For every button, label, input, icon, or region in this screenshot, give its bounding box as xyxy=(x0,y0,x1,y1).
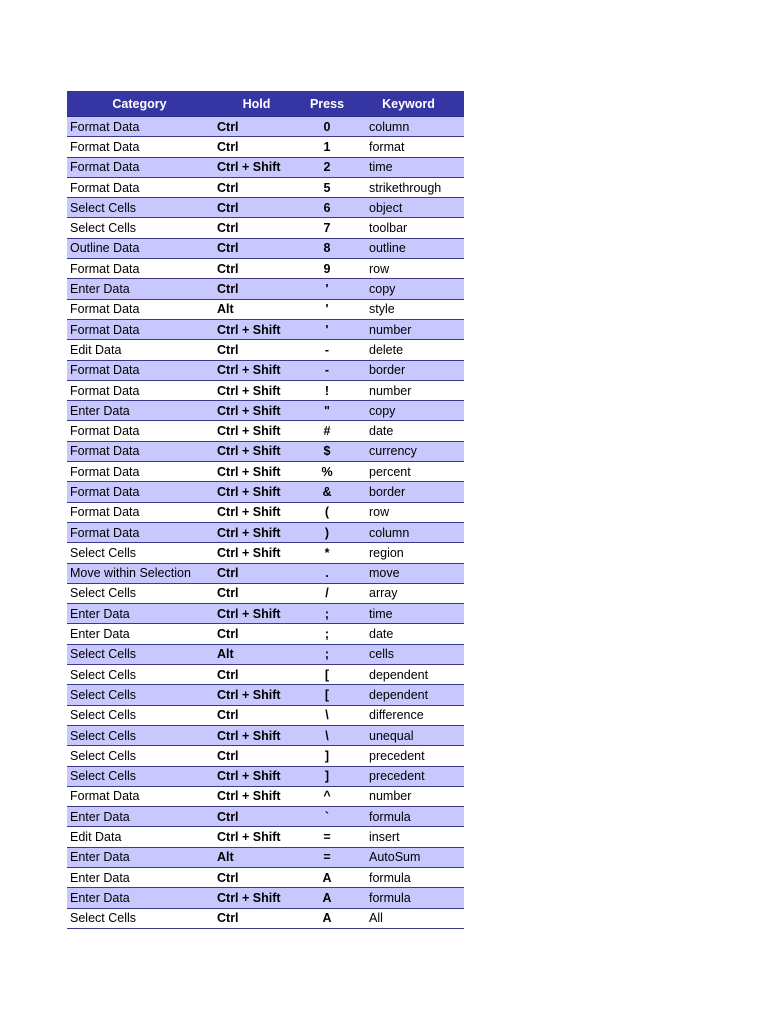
category-cell[interactable]: Format Data xyxy=(70,139,140,154)
hold-cell[interactable]: Ctrl xyxy=(217,342,239,357)
table-row xyxy=(67,746,464,766)
table-row xyxy=(67,624,464,644)
table-row xyxy=(67,442,464,462)
keyword-cell[interactable]: row xyxy=(369,505,390,520)
keyword-cell[interactable]: date xyxy=(369,627,394,642)
press-cell[interactable]: ; xyxy=(324,627,330,642)
category-cell[interactable]: Select Cells xyxy=(70,911,136,926)
category-cell[interactable]: Format Data xyxy=(70,261,140,276)
table-row xyxy=(67,401,464,421)
table-row xyxy=(67,178,464,198)
hold-cell[interactable]: Ctrl xyxy=(217,221,239,236)
table-header-row xyxy=(67,91,464,117)
hold-cell[interactable]: Ctrl + Shift xyxy=(217,687,281,702)
table-row xyxy=(67,665,464,685)
press-cell[interactable]: 6 xyxy=(323,200,331,215)
hold-cell[interactable]: Ctrl + Shift xyxy=(217,525,281,540)
press-cell[interactable]: 0 xyxy=(323,119,331,134)
header-press[interactable]: Press xyxy=(309,96,345,111)
table-row xyxy=(67,158,464,178)
press-cell[interactable]: - xyxy=(324,363,330,378)
hold-cell[interactable]: Alt xyxy=(217,302,234,317)
category-cell[interactable]: Select Cells xyxy=(70,545,136,560)
hold-cell[interactable]: Ctrl + Shift xyxy=(217,363,281,378)
hold-cell[interactable]: Ctrl xyxy=(217,139,239,154)
hold-cell[interactable]: Ctrl + Shift xyxy=(217,606,281,621)
keyword-cell[interactable]: All xyxy=(369,911,383,926)
keyword-cell[interactable]: formula xyxy=(369,870,411,885)
hold-cell[interactable]: Ctrl xyxy=(217,748,239,763)
category-cell[interactable]: Select Cells xyxy=(70,586,136,601)
press-cell[interactable]: ' xyxy=(325,282,329,297)
category-cell[interactable]: Enter Data xyxy=(70,403,130,418)
press-cell[interactable]: ] xyxy=(324,748,330,763)
category-cell[interactable]: Select Cells xyxy=(70,708,136,723)
keyword-cell[interactable]: time xyxy=(369,160,393,175)
category-cell[interactable]: Enter Data xyxy=(70,627,130,642)
keyword-cell[interactable]: move xyxy=(369,566,400,581)
hold-cell[interactable]: Ctrl xyxy=(217,566,239,581)
press-cell[interactable]: A xyxy=(322,870,332,885)
hold-cell[interactable]: Ctrl xyxy=(217,586,239,601)
category-cell[interactable]: Enter Data xyxy=(70,809,130,824)
keyword-cell[interactable]: dependent xyxy=(369,687,429,702)
table-row xyxy=(67,685,464,705)
hold-cell[interactable]: Alt xyxy=(217,850,234,865)
table-row xyxy=(67,279,464,299)
press-cell[interactable]: 7 xyxy=(323,221,331,236)
hold-cell[interactable]: Ctrl xyxy=(217,282,239,297)
keyword-cell[interactable]: precedent xyxy=(369,769,425,784)
table-row xyxy=(67,767,464,787)
category-cell[interactable]: Enter Data xyxy=(70,282,130,297)
keyword-cell[interactable]: border xyxy=(369,484,406,499)
hold-cell[interactable]: Ctrl xyxy=(217,667,239,682)
press-cell[interactable]: ] xyxy=(324,769,330,784)
category-cell[interactable]: Format Data xyxy=(70,119,140,134)
hold-cell[interactable]: Ctrl xyxy=(217,911,239,926)
category-cell[interactable]: Format Data xyxy=(70,383,140,398)
keyword-cell[interactable]: unequal xyxy=(369,728,414,743)
hold-cell[interactable]: Ctrl + Shift xyxy=(217,830,281,845)
hold-cell[interactable]: Ctrl + Shift xyxy=(217,545,281,560)
table-row xyxy=(67,239,464,259)
header-hold[interactable]: Hold xyxy=(242,96,271,111)
keyword-cell[interactable]: number xyxy=(369,383,412,398)
keyword-cell[interactable]: style xyxy=(369,302,395,317)
category-cell[interactable]: Select Cells xyxy=(70,221,136,236)
category-cell[interactable]: Edit Data xyxy=(70,342,122,357)
hold-cell[interactable]: Ctrl + Shift xyxy=(217,403,281,418)
category-cell[interactable]: Select Cells xyxy=(70,728,136,743)
table-row xyxy=(67,564,464,584)
press-cell[interactable]: % xyxy=(321,464,333,479)
keyword-cell[interactable]: row xyxy=(369,261,390,276)
press-cell[interactable]: / xyxy=(325,586,329,601)
press-cell[interactable]: A xyxy=(322,911,332,926)
press-cell[interactable]: ^ xyxy=(323,789,331,804)
keyword-cell[interactable]: strikethrough xyxy=(369,180,442,195)
category-cell[interactable]: Enter Data xyxy=(70,890,130,905)
hold-cell[interactable]: Ctrl + Shift xyxy=(217,728,281,743)
header-keyword[interactable]: Keyword xyxy=(382,96,435,111)
hold-cell[interactable]: Ctrl xyxy=(217,261,239,276)
press-cell[interactable]: # xyxy=(323,424,331,439)
press-cell[interactable]: = xyxy=(323,830,331,845)
press-cell[interactable]: ) xyxy=(324,525,330,540)
table-row xyxy=(67,726,464,746)
hold-cell[interactable]: Ctrl + Shift xyxy=(217,424,281,439)
table-row xyxy=(67,117,464,137)
press-cell[interactable]: ' xyxy=(325,322,329,337)
keyword-cell[interactable]: delete xyxy=(369,342,404,357)
keyword-cell[interactable]: copy xyxy=(369,403,396,418)
category-cell[interactable]: Enter Data xyxy=(70,850,130,865)
table-row xyxy=(67,543,464,563)
table-row xyxy=(67,503,464,523)
category-cell[interactable]: Format Data xyxy=(70,160,140,175)
category-cell[interactable]: Format Data xyxy=(70,444,140,459)
press-cell[interactable]: ' xyxy=(325,302,329,317)
press-cell[interactable]: [ xyxy=(324,667,330,682)
category-cell[interactable]: Format Data xyxy=(70,322,140,337)
keyword-cell[interactable]: currency xyxy=(369,444,417,459)
press-cell[interactable]: " xyxy=(324,403,330,418)
table-row xyxy=(67,848,464,868)
table-row xyxy=(67,604,464,624)
category-cell[interactable]: Format Data xyxy=(70,424,140,439)
press-cell[interactable]: ` xyxy=(324,809,330,824)
keyword-cell[interactable]: number xyxy=(369,789,412,804)
table-row xyxy=(67,218,464,238)
hold-cell[interactable]: Ctrl + Shift xyxy=(217,322,281,337)
category-cell[interactable]: Format Data xyxy=(70,484,140,499)
keyword-cell[interactable]: object xyxy=(369,200,403,215)
press-cell[interactable]: $ xyxy=(323,444,331,459)
hold-cell[interactable]: Ctrl + Shift xyxy=(217,464,281,479)
shortcut-table xyxy=(67,91,464,929)
table-row xyxy=(67,523,464,543)
category-cell[interactable]: Select Cells xyxy=(70,769,136,784)
keyword-cell[interactable]: percent xyxy=(369,464,411,479)
category-cell[interactable]: Select Cells xyxy=(70,647,136,662)
table-row xyxy=(67,645,464,665)
keyword-cell[interactable]: AutoSum xyxy=(369,850,421,865)
table-row xyxy=(67,361,464,381)
category-cell[interactable]: Format Data xyxy=(70,363,140,378)
hold-cell[interactable]: Alt xyxy=(217,647,234,662)
keyword-cell[interactable]: region xyxy=(369,545,404,560)
table-row xyxy=(67,787,464,807)
keyword-cell[interactable]: array xyxy=(369,586,398,601)
category-cell[interactable]: Outline Data xyxy=(70,241,140,256)
hold-cell[interactable]: Ctrl + Shift xyxy=(217,890,281,905)
hold-cell[interactable]: Ctrl + Shift xyxy=(217,505,281,520)
hold-cell[interactable]: Ctrl + Shift xyxy=(217,383,281,398)
table-row xyxy=(67,482,464,502)
category-cell[interactable]: Edit Data xyxy=(70,830,122,845)
keyword-cell[interactable]: column xyxy=(369,525,410,540)
keyword-cell[interactable]: copy xyxy=(369,282,396,297)
table-row xyxy=(67,706,464,726)
keyword-cell[interactable]: format xyxy=(369,139,405,154)
table-row xyxy=(67,827,464,847)
table-row xyxy=(67,259,464,279)
press-cell[interactable]: = xyxy=(323,850,331,865)
press-cell[interactable]: A xyxy=(322,890,332,905)
press-cell[interactable]: \ xyxy=(325,708,329,723)
category-cell[interactable]: Format Data xyxy=(70,789,140,804)
keyword-cell[interactable]: cells xyxy=(369,647,395,662)
hold-cell[interactable]: Ctrl + Shift xyxy=(217,789,281,804)
table-row xyxy=(67,198,464,218)
table-row xyxy=(67,909,464,929)
keyword-cell[interactable]: border xyxy=(369,363,406,378)
keyword-cell[interactable]: date xyxy=(369,424,394,439)
category-cell[interactable]: Format Data xyxy=(70,505,140,520)
category-cell[interactable]: Format Data xyxy=(70,464,140,479)
table-row xyxy=(67,421,464,441)
hold-cell[interactable]: Ctrl xyxy=(217,119,239,134)
hold-cell[interactable]: Ctrl xyxy=(217,708,239,723)
press-cell[interactable]: \ xyxy=(325,728,329,743)
keyword-cell[interactable]: difference xyxy=(369,708,424,723)
category-cell[interactable]: Select Cells xyxy=(70,748,136,763)
category-cell[interactable]: Format Data xyxy=(70,180,140,195)
press-cell[interactable]: ! xyxy=(324,383,330,398)
keyword-cell[interactable]: time xyxy=(369,606,393,621)
table-row xyxy=(67,807,464,827)
keyword-cell[interactable]: number xyxy=(369,322,412,337)
hold-cell[interactable]: Ctrl + Shift xyxy=(217,160,281,175)
keyword-cell[interactable]: insert xyxy=(369,830,400,845)
press-cell[interactable]: ; xyxy=(324,606,330,621)
table-row xyxy=(67,888,464,908)
hold-cell[interactable]: Ctrl xyxy=(217,180,239,195)
table-body xyxy=(67,117,464,929)
category-cell[interactable]: Format Data xyxy=(70,302,140,317)
press-cell[interactable]: & xyxy=(322,484,332,499)
category-cell[interactable]: Select Cells xyxy=(70,200,136,215)
hold-cell[interactable]: Ctrl xyxy=(217,627,239,642)
press-cell[interactable]: 5 xyxy=(323,180,331,195)
category-cell[interactable]: Select Cells xyxy=(70,667,136,682)
category-cell[interactable]: Move within Selection xyxy=(70,566,191,581)
hold-cell[interactable]: Ctrl xyxy=(217,241,239,256)
press-cell[interactable]: ( xyxy=(324,505,330,520)
hold-cell[interactable]: Ctrl xyxy=(217,870,239,885)
hold-cell[interactable]: Ctrl xyxy=(217,809,239,824)
hold-cell[interactable]: Ctrl xyxy=(217,200,239,215)
press-cell[interactable]: 8 xyxy=(323,241,331,256)
table-row xyxy=(67,381,464,401)
keyword-cell[interactable]: formula xyxy=(369,890,411,905)
press-cell[interactable]: . xyxy=(325,566,329,581)
category-cell[interactable]: Format Data xyxy=(70,525,140,540)
hold-cell[interactable]: Ctrl + Shift xyxy=(217,484,281,499)
category-cell[interactable]: Select Cells xyxy=(70,687,136,702)
keyword-cell[interactable]: outline xyxy=(369,241,406,256)
table-row xyxy=(67,320,464,340)
keyword-cell[interactable]: toolbar xyxy=(369,221,408,236)
table-row xyxy=(67,462,464,482)
hold-cell[interactable]: Ctrl + Shift xyxy=(217,444,281,459)
keyword-cell[interactable]: precedent xyxy=(369,748,425,763)
table-row xyxy=(67,340,464,360)
keyword-cell[interactable]: column xyxy=(369,119,410,134)
press-cell[interactable]: ; xyxy=(324,647,330,662)
press-cell[interactable]: * xyxy=(324,545,330,560)
category-cell[interactable]: Enter Data xyxy=(70,606,130,621)
table-row xyxy=(67,868,464,888)
press-cell[interactable]: 9 xyxy=(323,261,331,276)
press-cell[interactable]: - xyxy=(324,342,330,357)
press-cell[interactable]: 2 xyxy=(323,160,331,175)
table-row xyxy=(67,300,464,320)
press-cell[interactable]: [ xyxy=(324,687,330,702)
keyword-cell[interactable]: formula xyxy=(369,809,411,824)
press-cell[interactable]: 1 xyxy=(323,139,331,154)
keyword-cell[interactable]: dependent xyxy=(369,667,429,682)
hold-cell[interactable]: Ctrl + Shift xyxy=(217,769,281,784)
category-cell[interactable]: Enter Data xyxy=(70,870,130,885)
table-row xyxy=(67,137,464,157)
header-category[interactable]: Category xyxy=(112,96,167,111)
table-row xyxy=(67,584,464,604)
